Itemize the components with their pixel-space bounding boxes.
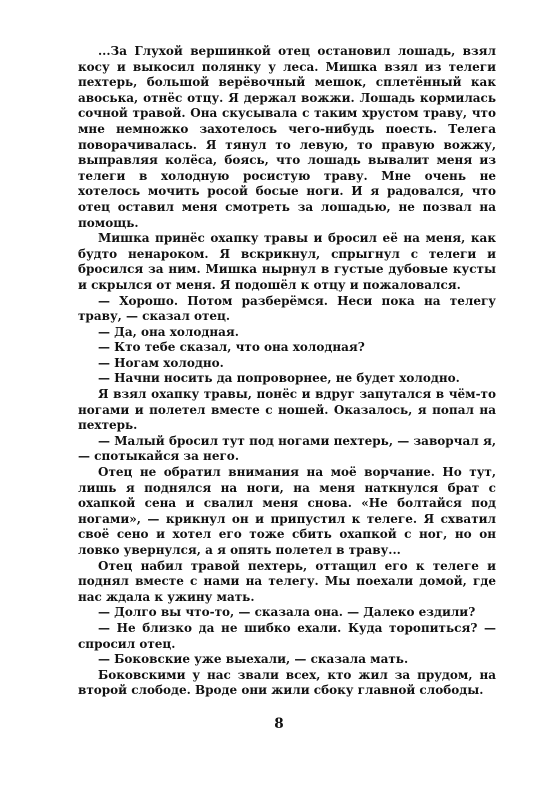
- body-text: [78, 44, 496, 699]
- paragraph: Отец набил травой пехтерь, оттащил его к телеге и поднял вместе с нами на телегу. Мы поехали домой, где нас ждала к ужину мать.: [78, 558, 496, 604]
- paragraph: Отец не обратил внимания на моё ворчание. Но тут, лишь я поднялся на ноги, на меня наткнулся брат с охапкой сена и свалил меня снова. «Не болтайся под ногами», — крикнул он и припустил к телеге. Я схватил своё сено и хотел его тоже сбить охапкой с ног, но он ловко увернулся, а я опять полетел в траву...: [78, 465, 496, 557]
- paragraph: ...За Глухой вершинкой отец остановил лошадь, взял косу и выкосил полянку у леса. Мишка взял из телеги пехтерь, большой верёвочный мешок, сплетённый как авоська, отнёс отцу. Я держал вожжи. Лошадь кормилась сочной травой. Она скусывала с таким хрустом траву, что мне немножко захотелось чего-нибудь поесть. Телега поворачивалась. Я тянул то левую, то правую вожжу, выправляя колёса, боясь, что лошадь вывалит меня из телеги в холодную росистую траву. Мне очень не хотелось мочить росой босые ноги. И я радовался, что отец оставил меня смотреть за лошадью, не позвал на помощь.: [78, 44, 496, 230]
- paragraph: Я взял охапку травы, понёс и вдруг запутался в чём-то ногами и полетел вместе с ношей. Оказалось, я попал на пехтерь.: [78, 387, 496, 433]
- dialogue-line: — Малый бросил тут под ногами пехтерь, — заворчал я, — спотыкайся за него.: [78, 433, 496, 464]
- dialogue-line: — Ногам холодно.: [98, 355, 224, 370]
- paragraph: Боковскими у нас звали всех, кто жил за прудом, на второй слободе. Вроде они жили сбоку главной слободы.: [78, 667, 496, 698]
- dialogue-line: — Кто тебе сказал, что она холодная?: [98, 340, 365, 355]
- dialogue-line: — Долго вы что-то, — сказала она. — Далеко ездили?: [98, 605, 476, 620]
- paragraph: Мишка принёс охапку травы и бросил её на меня, как будто ненароком. Я вскрикнул, спрыгнул с телеги и бросился за ним. Мишка нырнул в густые дубовые кусты и скрылся от меня. Я подошёл к отцу и пожаловался.: [78, 231, 496, 292]
- dialogue-line: — Да, она холодная.: [98, 324, 239, 339]
- dialogue-line: — Не близко да не шибко ехали. Куда торопиться? — спросил отец.: [78, 620, 496, 651]
- dialogue-line: — Боковские уже выехали, — сказала мать.: [98, 652, 409, 667]
- page-number: 8: [274, 716, 284, 732]
- dialogue-line: — Начни носить да попроворнее, не будет холодно.: [98, 371, 460, 386]
- dialogue-line: — Хорошо. Потом разберёмся. Неси пока на телегу траву, — сказал отец.: [78, 293, 496, 324]
